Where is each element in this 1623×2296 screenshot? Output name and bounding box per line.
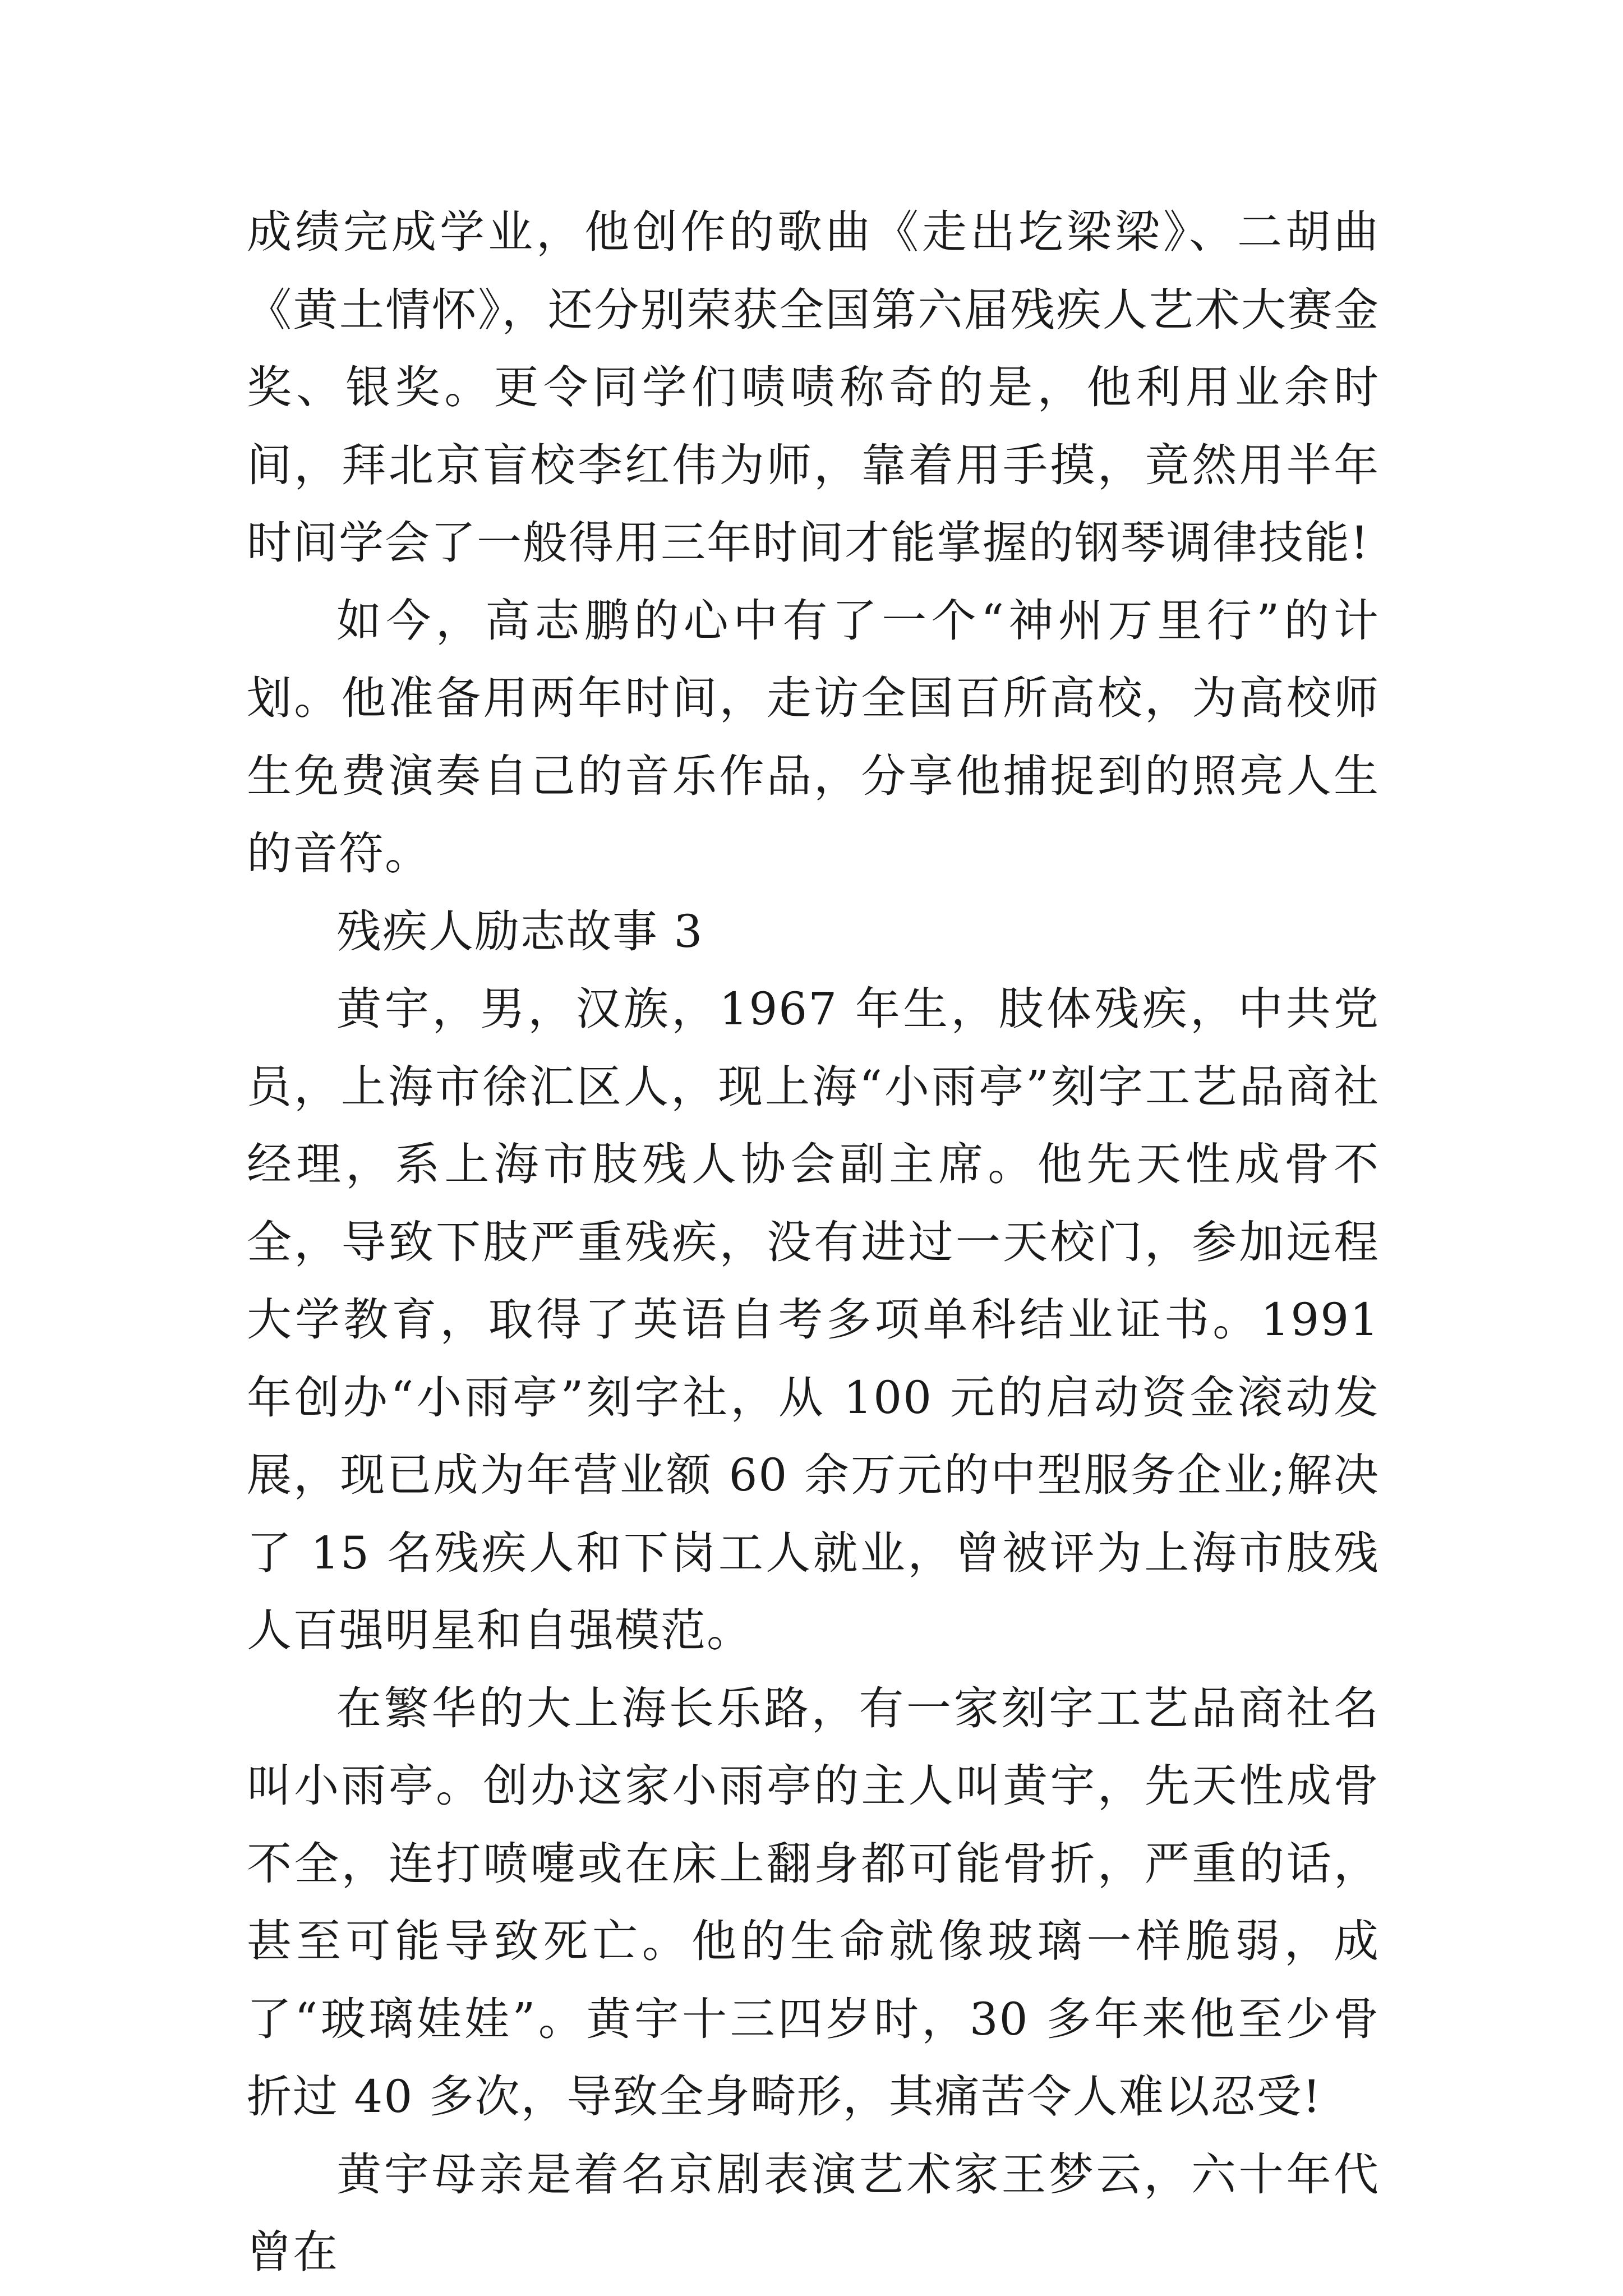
paragraph-3: 黄宇，男，汉族，1967 年生，肢体残疾，中共党员，上海市徐汇区人，现上海“小雨亭”刻字工艺品商社经理，系上海市肢残人协会副主席。他先天性成骨不全，导致下肢严重残疾，没有进过一天校门，参加远程大学教育，取得了英语自考多项单科结业证书。1991 年创办“小雨亭”刻字社，从 100 元的启动资金滚动发展，现已成为年营业额 60 余万元的中型服务企业;解决了 15 名残疾人和下岗工人就业，曾被评为上海市肢残人百强明星和自强模范。 [247,983,1380,1657]
paragraph-5: 黄宇母亲是着名京剧表演艺术家王梦云，六十年代曾在 [247,2148,1380,2278]
paragraph-4: 在繁华的大上海长乐路，有一家刻字工艺品商社名叫小雨亭。创办这家小雨亭的主人叫黄宇，先天性成骨不全，连打喷嚏或在床上翻身都可能骨折，严重的话，甚至可能导致死亡。他的生命就像玻璃一样脆弱，成了“玻璃娃娃”。黄宇十三四岁时，30 多年来他至少骨折过 40 多次，导致全身畸形，其痛苦令人难以忍受! [247,1682,1380,2123]
section-heading: 残疾人励志故事 3 [336,905,704,958]
paragraph-2: 如今，高志鹏的心中有了一个“神州万里行”的计划。他准备用两年时间，走访全国百所高校，为高校师生免费演奏自己的音乐作品，分享他捕捉到的照亮人生的音符。 [247,594,1380,880]
document-body [247,194,1380,2292]
paragraph-1: 成绩完成学业，他创作的歌曲《走出圪梁梁》、二胡曲《黄土情怀》，还分别荣获全国第六届残疾人艺术大赛金奖、银奖。更令同学们啧啧称奇的是，他利用业余时间，拜北京盲校李红伟为师，靠着用手摸，竟然用半年时间学会了一般得用三年时间才能掌握的钢琴调律技能! [247,206,1380,569]
